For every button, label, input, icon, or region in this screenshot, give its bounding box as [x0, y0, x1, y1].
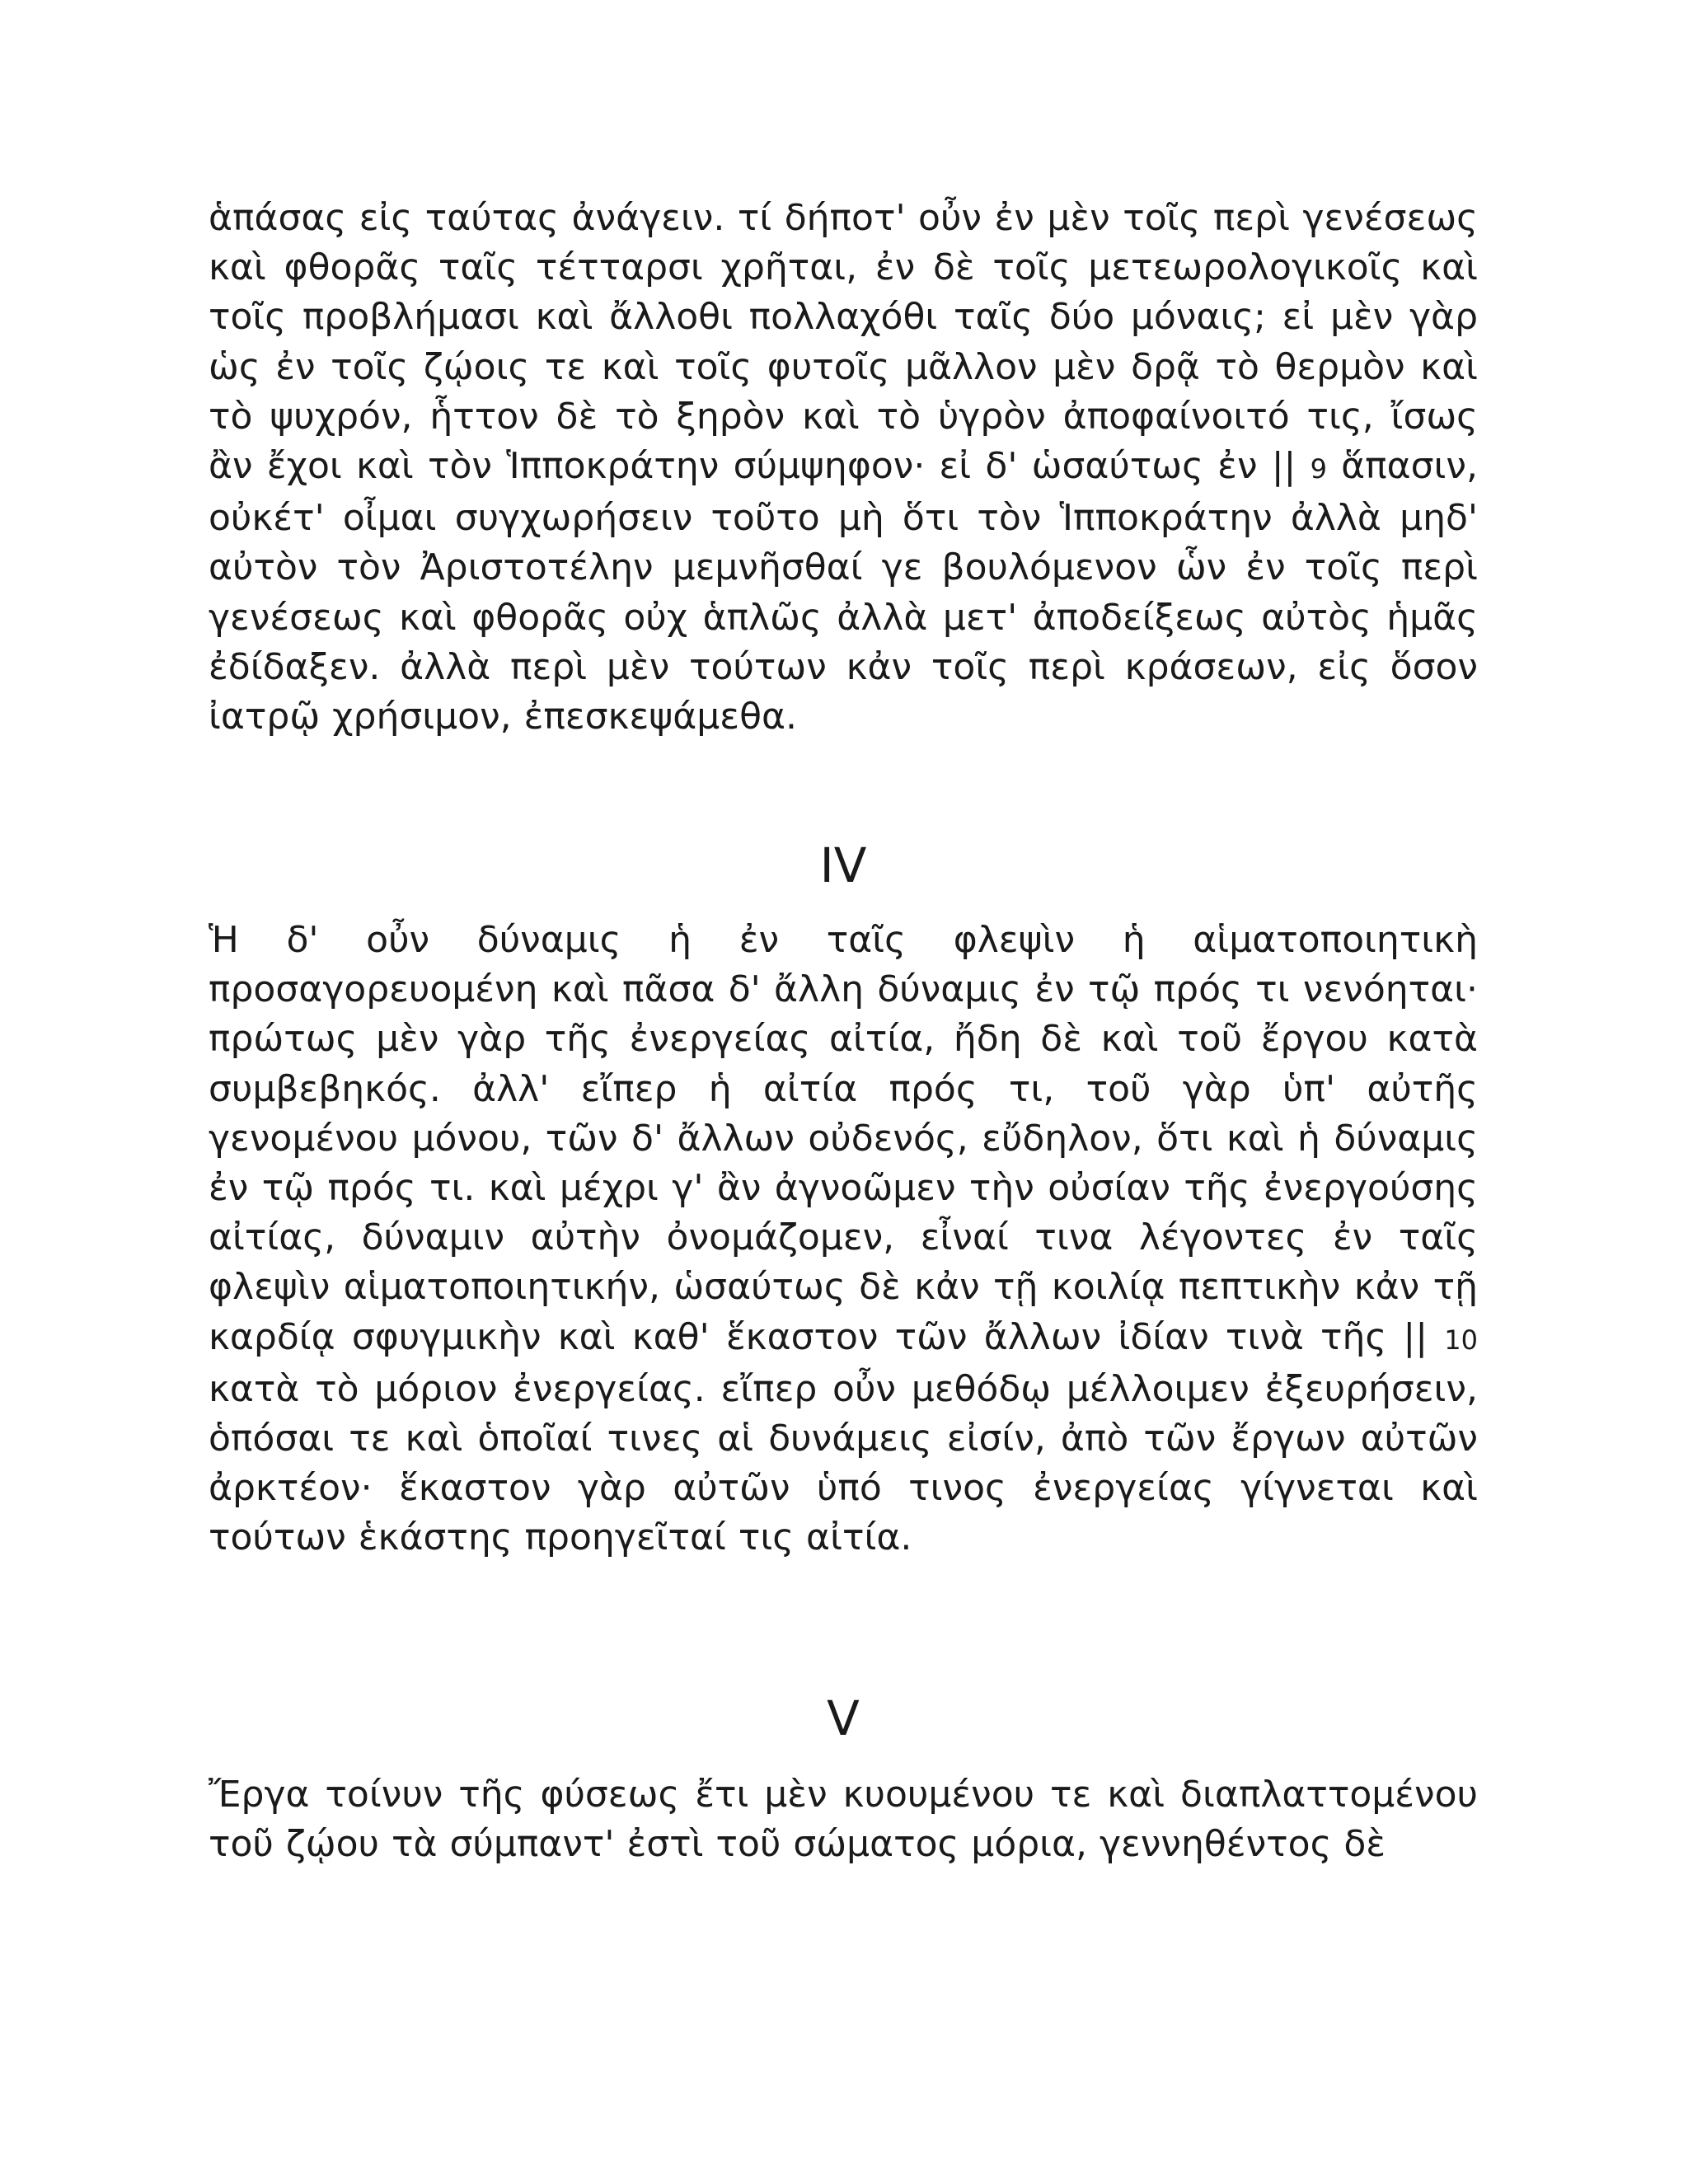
section-v-paragraph: Ἔργα τοίνυν τῆς φύσεως ἔτι μὲν κυουμένου τε καὶ διαπλαττομένου τοῦ ζῴου τὰ σύμπαντ' ἐστὶ τοῦ σώματος μόρια, γεννηθέντος δὲ	[209, 1774, 1478, 1866]
section-heading-v: V	[827, 1690, 860, 1746]
paragraph-text-part-1: ἁπάσας εἰς ταύτας ἀνάγειν. τί δήποτ' οὖν ἐν μὲν τοῖς περὶ γενέσεως καὶ φθορᾶς ταῖς τέτταρσι χρῆται, ἐν δὲ τοῖς μετεωρολογικοῖς καὶ τοῖς προβλήμασι καὶ ἄλλοθι πολλαχόθι ταῖς δύο μόναις; εἰ μὲν γὰρ ὡς ἐν τοῖς ζῴοις τε καὶ τοῖς φυτοῖς μᾶλλον μὲν δρᾷ τὸ θερμὸν καὶ τὸ ψυχρόν, ἧττον δὲ τὸ ξηρὸν καὶ τὸ ὑγρὸν ἀποφαίνοιτό τις, ἴσως ἂν ἔχοι καὶ τὸν Ἱπποκράτην σύμψηφον· εἰ δ' ὡσαύτως ἐν ||	[209, 197, 1478, 488]
section-iv-paragraph	[209, 916, 1478, 1563]
paragraph-continuation	[209, 194, 1478, 742]
paragraph-text-part-1: Ἡ δ' οὖν δύναμις ἡ ἐν ταῖς φλεψὶν ἡ αἱματοποιητικὴ προσαγορευομένη καὶ πᾶσα δ' ἄλλη δύναμις ἐν τῷ πρός τι νενόηται· πρώτως μὲν γὰρ τῆς ἐνεργείας αἰτία, ἤδη δὲ καὶ τοῦ ἔργου κατὰ συμβεβηκός. ἀλλ' εἴπερ ἡ αἰτία πρός τι, τοῦ γὰρ ὑπ' αὐτῆς γενομένου μόνου, τῶν δ' ἄλλων οὐδενός, εὔδηλον, ὅτι καὶ ἡ δύναμις ἐν τῷ πρός τι. καὶ μέχρι γ' ἂν ἀγνοῶμεν τὴν οὐσίαν τῆς ἐνεργούσης αἰτίας, δύναμιν αὐτὴν ὀνομάζομεν, εἶναί τινα λέγοντες ἐν ταῖς φλεψὶν αἱματοποιητικήν, ὡσαύτως δὲ κἀν τῇ κοιλίᾳ πεπτικὴν κἀν τῇ καρδίᾳ σφυγμικὴν καὶ καθ' ἕκαστον τῶν ἄλλων ἰδίαν τινὰ τῆς ||	[209, 919, 1478, 1358]
page-marker: 10	[1444, 1324, 1478, 1356]
paragraph-text-part-2: ἅπασιν, οὐκέτ' οἶμαι συγχωρήσειν τοῦτο μὴ ὅτι τὸν Ἱπποκράτην ἀλλὰ μηδ' αὐτὸν τὸν Ἀριστοτέλην μεμνῆσθαί γε βουλόμενον ὧν ἐν τοῖς περὶ γενέσεως καὶ φθορᾶς οὐχ ἁπλῶς ἀλλὰ μετ' ἀποδείξεως αὐτὸς ἡμᾶς ἐδίδαξεν. ἀλλὰ περὶ μὲν τούτων κἀν τοῖς περὶ κράσεων, εἰς ὅσον ἰατρῷ χρήσιμον, ἐπεσκεψάμεθα.	[209, 445, 1478, 738]
page-marker: 9	[1310, 453, 1327, 485]
paragraph-text-part-2: κατὰ τὸ μόριον ἐνεργείας. εἴπερ οὖν μεθόδῳ μέλλοιμεν ἐξευρήσειν, ὁπόσαι τε καὶ ὁποῖαί τινες αἱ δυνάμεις εἰσίν, ἀπὸ τῶν ἔργων αὐτῶν ἀρκτέον· ἕκαστον γὰρ αὐτῶν ὑπό τινος ἐνεργείας γίγνεται καὶ τούτων ἑκάστης προηγεῖταί τις αἰτία.	[209, 1367, 1478, 1559]
section-heading-iv: IV	[819, 837, 867, 893]
